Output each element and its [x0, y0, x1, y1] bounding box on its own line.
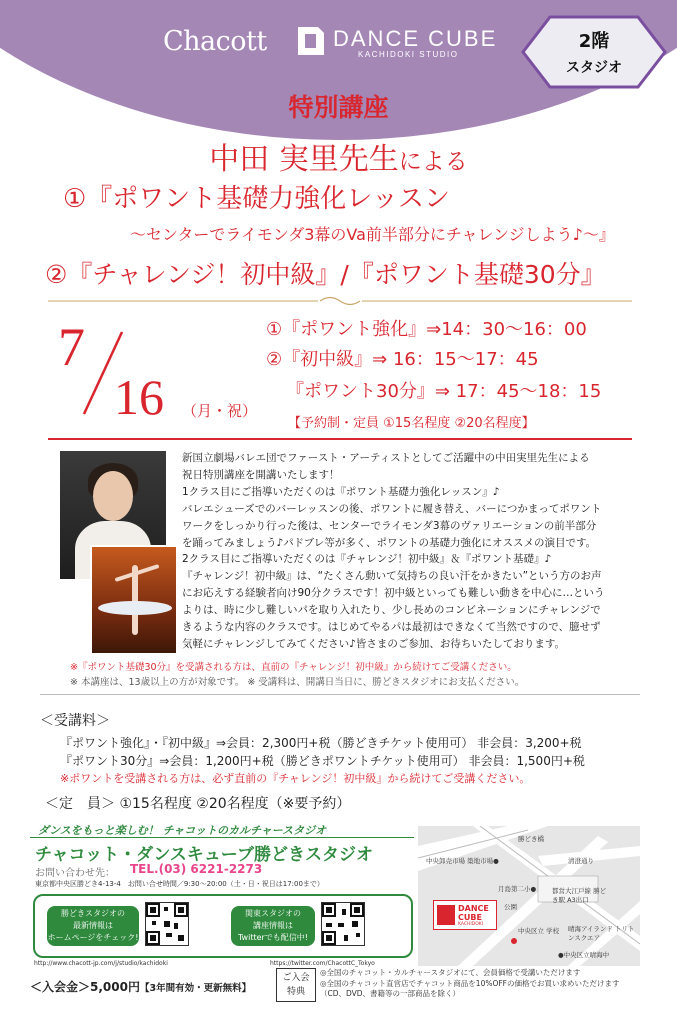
footer-tagline: ダンスをもっと楽しむ！ チャコットのカルチャースタジオ: [30, 822, 414, 838]
contact-label: お問い合わせ先：: [35, 868, 115, 879]
perk-item: ◎全国のチャコット・カルチャースタジオにて、会員価格で受講いただけます: [320, 968, 581, 977]
twitter-qr-code-icon[interactable]: [321, 902, 365, 946]
description-line: きるような内容のクラスです。はじめてやるパは最初はできなくて当然ですので、臆せず: [182, 621, 601, 634]
special-course-title: 特別講座: [288, 93, 389, 122]
dance-cube-studio-text: KACHIDOKI STUDIO: [358, 50, 459, 59]
homepage-callout: [47, 906, 139, 946]
perk-item: ◎全国のチャコット直営店でチャコット商品を10%OFFの価格でお買い求めいただけます: [320, 978, 620, 988]
homepage-callout-line: ホームページをチェック!: [47, 933, 139, 942]
phone-number: TEL.(03) 6221-2273: [130, 862, 263, 876]
map-logo-line2: CUBE: [458, 913, 482, 922]
fee-row: 『ポワント30分』⇒会員：1,200円+税（勝どきポワントチケット使用可） 非会員：1,500円+税: [60, 754, 585, 768]
twitter-callout-line: Twitterでも配信中!: [237, 933, 309, 942]
homepage-callout-line: 勝どきスタジオの: [61, 909, 125, 918]
map-logo-line1: DANCE: [458, 904, 489, 913]
capacity-info: ＜定 員＞ ①15名程度 ②20名程度（※要予約）: [45, 796, 351, 812]
map-label: 晴海アイランド トリトンスクエア: [568, 925, 635, 942]
map-label: 月島第二小●: [498, 885, 537, 893]
twitter-callout: [231, 906, 315, 946]
course1-subtitle: ～センターでライモンダ3幕のVa前半部分にチャレンジしよう♪～』: [130, 225, 615, 244]
fee-heading: ＜受講料＞: [40, 713, 110, 729]
homepage-callout-line: 最新情報は: [73, 921, 113, 930]
date-day: 16: [114, 369, 164, 425]
description-line: 1クラス目にご指導いただくのは『ポワント基礎力強化レッスン』♪: [182, 485, 500, 498]
studio-footer: [30, 822, 414, 972]
description-line: 『チャレンジ！初中級』は、“たくさん動いて気持ちの良い汗をかきたい”という方のお声: [182, 570, 602, 583]
ballet-performance-photo: [90, 545, 178, 655]
fee-note: ※ポワントを受講される方は、必ず直前の『チャレンジ！初中級』から続けてご受講ください。: [60, 772, 531, 785]
ornamental-divider: [48, 296, 632, 306]
member-perks-label: [276, 968, 316, 1002]
description-line: 気軽にチャレンジしてみてください♪皆さまのご参加、お待ちいたしております。: [182, 637, 566, 650]
perk-label-line: ご入会: [282, 973, 310, 983]
note-gray: ※ 本講座は、13歳以上の方が対象です。 ※ 受講料は、開講日当日に、勝どきスタジオにお支払ください。: [70, 677, 525, 688]
homepage-url[interactable]: http://www.chacott-jp.com/j/studio/kachidoki: [34, 960, 168, 967]
studio-name: チャコット・ダンスキューブ勝どきスタジオ: [35, 845, 373, 865]
twitter-callout-line: 関東スタジオの: [245, 909, 301, 918]
teacher-name: 中田 実里先生: [209, 142, 399, 177]
note-red: ※『ポワント基礎30分』を受講される方は、直前の『チャレンジ！初中級』から続けてご受講ください。: [70, 662, 517, 673]
description-line: 新国立劇場バレエ団でファースト・アーティストとしてご活躍中の中田実里先生による: [182, 452, 590, 464]
twitter-url[interactable]: https://twitter.com/ChacottC_Tokyo: [270, 960, 375, 967]
floor-badge: [520, 14, 668, 90]
description-line: 祝日特別講座を開講いたします！: [182, 468, 340, 481]
red-divider: [48, 438, 632, 440]
gray-divider: [40, 694, 640, 695]
description-line: よりは、時に少し難しいパを取り入れたり、少し長めのコンビネーションにチャレンジで: [182, 604, 601, 617]
perk-label-line: 特典: [286, 987, 305, 997]
access-map: [418, 826, 640, 966]
schedule-note: 【予約制・定員 ①15名程度 ②20名程度】: [288, 416, 535, 431]
course2-title: ②『チャレンジ！初中級』/『ポワント基礎30分』: [45, 260, 606, 289]
map-label: 清澄通り: [568, 857, 594, 865]
perk-item: （CD、DVD、書籍等の一部商品を除く）: [320, 989, 461, 998]
floor-badge-line2: スタジオ: [566, 60, 622, 76]
dance-cube-logo-text: DANCE CUBE: [333, 26, 498, 51]
map-label: 中央区立 学校: [518, 927, 560, 935]
entry-fee-detail: 【3年間有効・更新無料】: [139, 983, 252, 994]
qr-info-box: [33, 894, 413, 958]
teacher-suffix: による: [398, 149, 468, 175]
notes: [70, 660, 524, 690]
schedule-item: 『ポワント30分』⇒ 17：45～18：15: [286, 381, 602, 402]
description-line: ワークをしっかり行った後は、センターでライモンダ3幕のヴァリエーションの前半部分: [182, 519, 597, 532]
course-description: [182, 450, 642, 653]
description-line: を踊ってみましょう♪パドブレ等が多く、ポワントの基礎力強化にオススメの演目です。: [182, 536, 597, 549]
studio-address: 東京都中央区勝どき4-13-4 お問い合せ時間／9:30～20:00（土・日・祝日は17:00まで）: [35, 880, 324, 888]
homepage-qr-code-icon[interactable]: [145, 902, 189, 946]
dance-cube-logo-icon: [296, 25, 326, 57]
description-line: にお応えする経験者向け90分クラスです！初中級といっても難しい動きを中心に…という: [182, 587, 605, 600]
entry-fee: [30, 978, 251, 995]
date-month: 7: [58, 317, 85, 377]
map-studio-logo: [433, 900, 497, 930]
course1-title: ①『ポワント基礎力強化レッスン: [63, 184, 451, 214]
map-logo-line3: KACHIDOKI: [458, 922, 484, 927]
schedule-item: ②『初中級』⇒ 16：15～17：45: [266, 349, 539, 370]
entry-fee-label: ＜入会金＞5,000円: [30, 980, 140, 994]
map-label: 中央卸売市場 築地市場●: [426, 857, 499, 865]
map-label: 勝どき橋: [518, 835, 544, 843]
description-line: 2クラス目にご指導いただくのは『チャレンジ！初中級』＆『ポワント基礎』♪: [182, 553, 552, 566]
teacher-line: [0, 134, 677, 178]
fee-row: 『ポワント強化』・『初中級』⇒会員：2,300円+税（勝どきチケット使用可） 非会員：3,200+税: [60, 736, 582, 750]
twitter-callout-line: 講座情報は: [253, 921, 293, 930]
date-day-of-week: （月・祝）: [182, 402, 258, 420]
floor-badge-line1: 2階: [578, 31, 610, 52]
schedule-item: ①『ポワント強化』⇒14：30～16：00: [266, 319, 587, 340]
map-label: 公園: [504, 903, 517, 911]
map-label: ●中央区立晴海中: [558, 951, 610, 959]
map-label: 都営大江戸線 勝どき駅 A3出口: [552, 887, 607, 904]
chacott-logo: Chacott: [163, 26, 267, 57]
member-perks-list: [320, 968, 620, 1000]
description-line: バレエシューズでのバーレッスンの後、ポワントに履き替え、バーにつかまってポワント: [182, 502, 602, 515]
